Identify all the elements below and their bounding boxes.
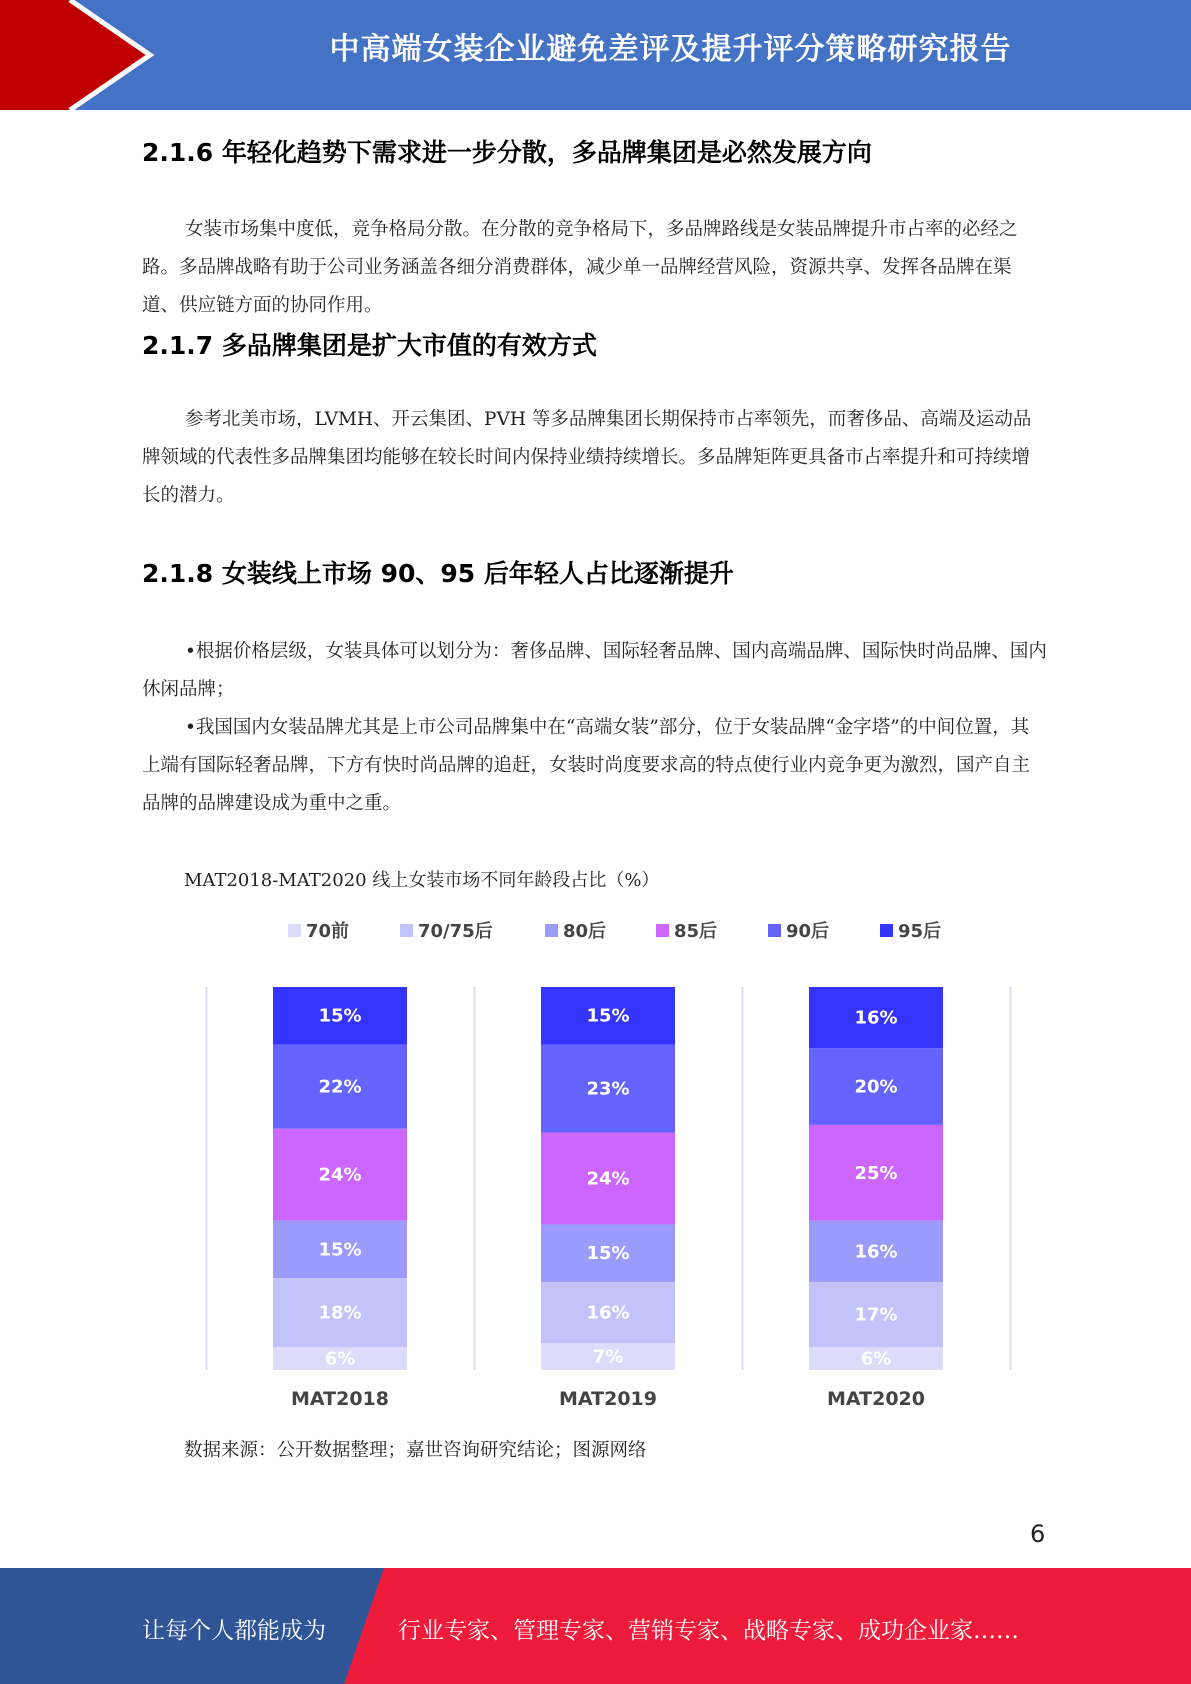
data-label: 16% [854,1007,898,1029]
legend-swatch [768,924,781,937]
legend-label: 70/75后 [418,921,493,942]
section-2-1-7-paragraph: 参考北美市场，LVMH、开云集团、PVH 等多品牌集团长期保持市占率领先，而奢侈品、高端及运动品牌领域的代表性多品牌集团均能够在较长时间内保持业绩持续增长。多品牌矩阵更具备市占率提升和可持续增长的潜力。 [142,409,1032,506]
data-label: 23% [586,1078,630,1100]
x-axis-label: MAT2020 [827,1388,925,1410]
data-label: 25% [854,1162,898,1184]
legend-item-95-after [880,918,941,942]
data-label: 15% [586,1005,630,1027]
data-label: 7% [592,1346,624,1368]
section-heading-2-1-7: 2.1.7 多品牌集团是扩大市值的有效方式 [142,331,597,360]
data-label: 22% [318,1076,362,1098]
data-label: 15% [586,1243,630,1265]
page-number: 6 [1030,1520,1046,1548]
legend-label: 90后 [786,921,830,942]
section-heading-2-1-8: 2.1.8 女装线上市场 90、95 后年轻人占比逐渐提升 [142,559,734,588]
legend-swatch [400,924,413,937]
legend-swatch [880,924,893,937]
data-label: 16% [854,1241,898,1263]
data-label: 16% [586,1302,630,1324]
data-label: 20% [854,1076,898,1098]
legend-label: 80后 [563,921,607,942]
legend-label: 85后 [674,921,718,942]
x-axis-label: MAT2019 [559,1388,657,1410]
header-banner [0,0,1191,110]
data-label: 15% [318,1005,362,1027]
data-label: 24% [318,1164,362,1186]
chart-caption: MAT2018-MAT2020 线上女装市场不同年龄段占比（%） [184,870,660,891]
footer-left-text: 让每个人都能成为 [142,1618,326,1644]
section-2-1-8-paragraph-2: •我国国内女装品牌尤其是上市公司品牌集中在“高端女装”部分，位于女装品牌“金字塔”的中间位置，其上端有国际轻奢品牌，下方有快时尚品牌的追赶，女装时尚度要求高的特点使行业内竞争更为激烈，国产自主品牌的品牌建设成为重中之重。 [142,717,1031,814]
legend-item-70-75-after [400,918,493,942]
data-label: 17% [854,1304,898,1326]
legend-item-90-after [768,918,829,942]
data-label: 6% [324,1348,356,1370]
legend-label: 95后 [898,921,942,942]
legend-swatch [656,924,669,937]
section-2-1-6-paragraph: 女装市场集中度低，竞争格局分散。在分散的竞争格局下，多品牌路线是女装品牌提升市占率的必经之路。多品牌战略有助于公司业务涵盖各细分消费群体，减少单一品牌经营风险，资源共享、发挥各品牌在渠道、供应链方面的协同作用。 [142,219,1018,316]
header-title: 中高端女装企业避免差评及提升评分策略研究报告 [329,32,1012,67]
stacked-bar-chart [190,975,1030,1415]
section-heading-2-1-6: 2.1.6 年轻化趋势下需求进一步分散，多品牌集团是必然发展方向 [142,138,872,167]
legend-item-70-before [288,918,349,942]
footer-right-text: 行业专家、管理专家、营销专家、战略专家、成功企业家…… [398,1618,1019,1644]
section-2-1-8-paragraph-1: •根据价格层级，女装具体可以划分为：奢侈品牌、国际轻奢品牌、国内高端品牌、国际快时尚品牌、国内休闲品牌； [142,641,1047,700]
data-label: 6% [860,1348,892,1370]
legend-swatch [545,924,558,937]
legend-label: 70前 [306,921,350,942]
x-axis-label: MAT2018 [291,1388,389,1410]
data-label: 15% [318,1239,362,1261]
data-label: 18% [318,1302,362,1324]
source-note: 数据来源：公开数据整理；嘉世咨询研究结论；图源网络 [184,1440,647,1461]
legend-item-80-after [545,918,606,942]
legend-swatch [288,924,301,937]
data-label: 24% [586,1168,630,1190]
legend-item-85-after [656,918,717,942]
